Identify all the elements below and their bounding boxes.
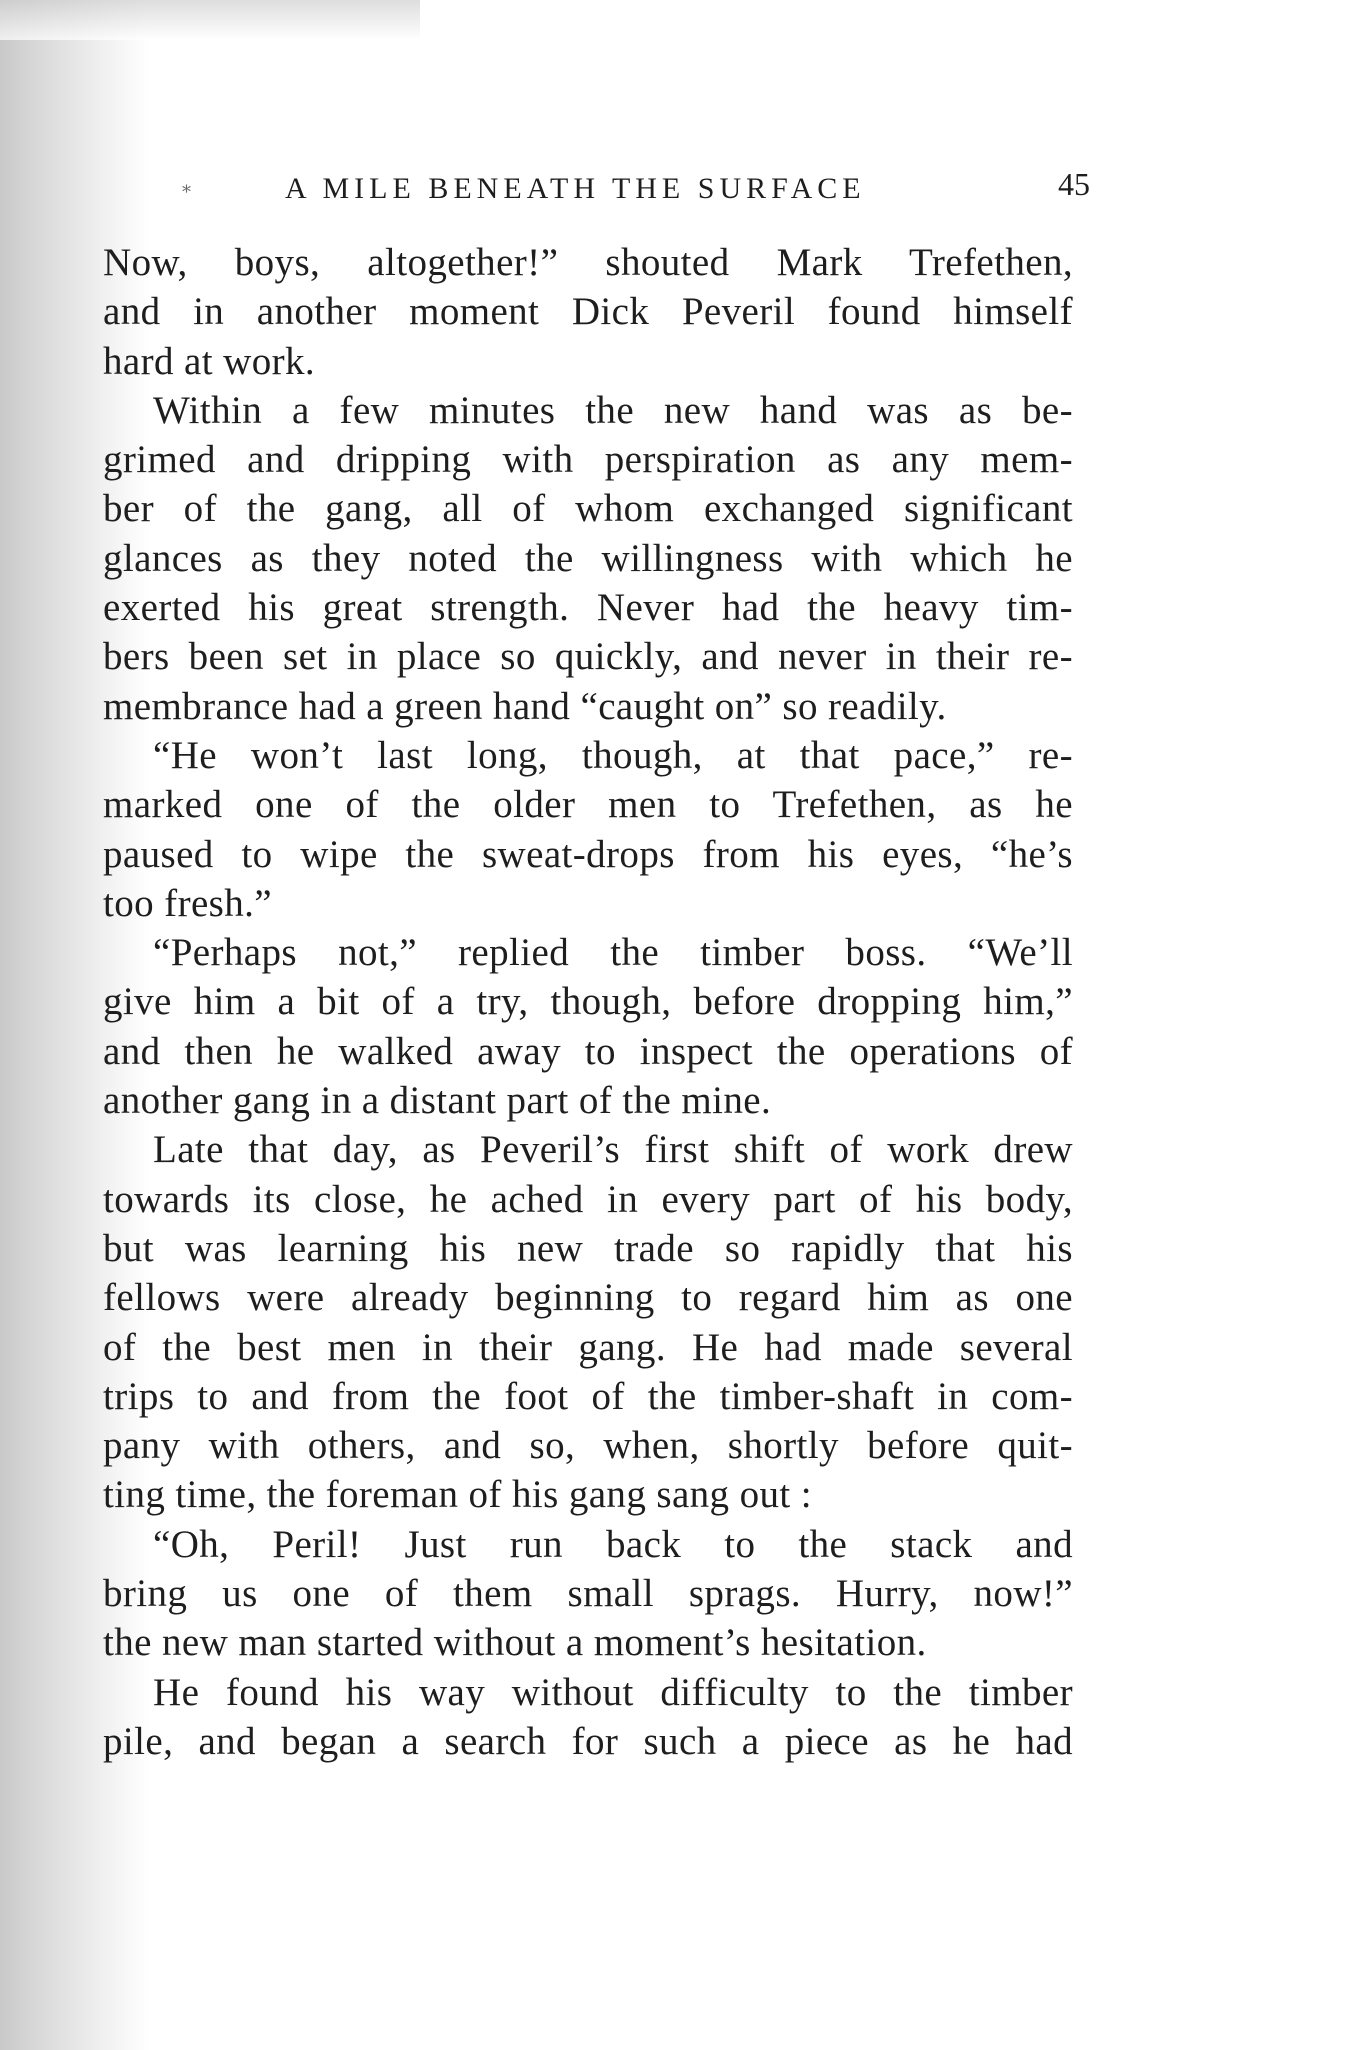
text-line: ting time, the foreman of his gang sang out :: [103, 1473, 813, 1517]
text-line: grimed and dripping with perspiration as any mem-: [103, 438, 1073, 482]
text-line: pany with others, and so, when, shortly before quit-: [103, 1424, 1073, 1468]
text-line: Now, boys, altogether!” shouted Mark Trefethen,: [103, 241, 1073, 284]
text-line: bers been set in place so quickly, and never in their re-: [103, 635, 1073, 679]
text-line: too fresh.”: [103, 881, 273, 925]
text-line: “Oh, Peril! Just run back to the stack and: [153, 1522, 1073, 1566]
text-line: and then he walked away to inspect the operations of: [103, 1029, 1073, 1073]
page-number: 45: [1058, 166, 1090, 202]
text-line: but was learning his new trade so rapidly that his: [103, 1226, 1073, 1270]
text-line: paused to wipe the sweat-drops from his eyes, “he’s: [103, 832, 1073, 876]
text-line: ber of the gang, all of whom exchanged significant: [103, 487, 1073, 531]
text-line: marked one of the older men to Trefethen, as he: [103, 783, 1073, 827]
text-line: “He won’t last long, though, at that pace,” re-: [153, 733, 1073, 777]
text-line: He found his way without difficulty to the timber: [153, 1670, 1073, 1714]
text-line: Within a few minutes the new hand was as be-: [153, 388, 1073, 432]
text-line: bring us one of them small sprags. Hurry, now!”: [103, 1572, 1073, 1616]
text-line: hard at work.: [103, 339, 316, 383]
text-line: fellows were already beginning to regard him as one: [103, 1276, 1073, 1320]
text-line: membrance had a green hand “caught on” so readily.: [103, 684, 947, 728]
text-line: and in another moment Dick Peveril found himself: [103, 290, 1073, 334]
ornament-mark: *: [182, 182, 191, 203]
text-line: Late that day, as Peveril’s first shift of work drew: [153, 1128, 1073, 1172]
text-line: “Perhaps not,” replied the timber boss. “We’ll: [153, 931, 1073, 975]
text-line: another gang in a distant part of the mine.: [103, 1079, 772, 1123]
text-line: trips to and from the foot of the timber-shaft in com-: [103, 1374, 1073, 1418]
text-line: exerted his great strength. Never had the heavy tim-: [103, 586, 1073, 630]
running-head: [100, 160, 1090, 220]
body-text: [103, 238, 1073, 1766]
running-head-title: A MILE BENEATH THE SURFACE: [285, 172, 866, 205]
text-line: towards its close, he ached in every part of his body,: [103, 1177, 1073, 1221]
text-line: glances as they noted the willingness with which he: [103, 536, 1073, 580]
text-line: give him a bit of a try, though, before dropping him,”: [103, 980, 1073, 1024]
text-line: pile, and began a search for such a piece as he had: [103, 1719, 1073, 1763]
text-line: the new man started without a moment’s hesitation.: [103, 1621, 927, 1665]
text-line: of the best men in their gang. He had made several: [103, 1325, 1073, 1369]
